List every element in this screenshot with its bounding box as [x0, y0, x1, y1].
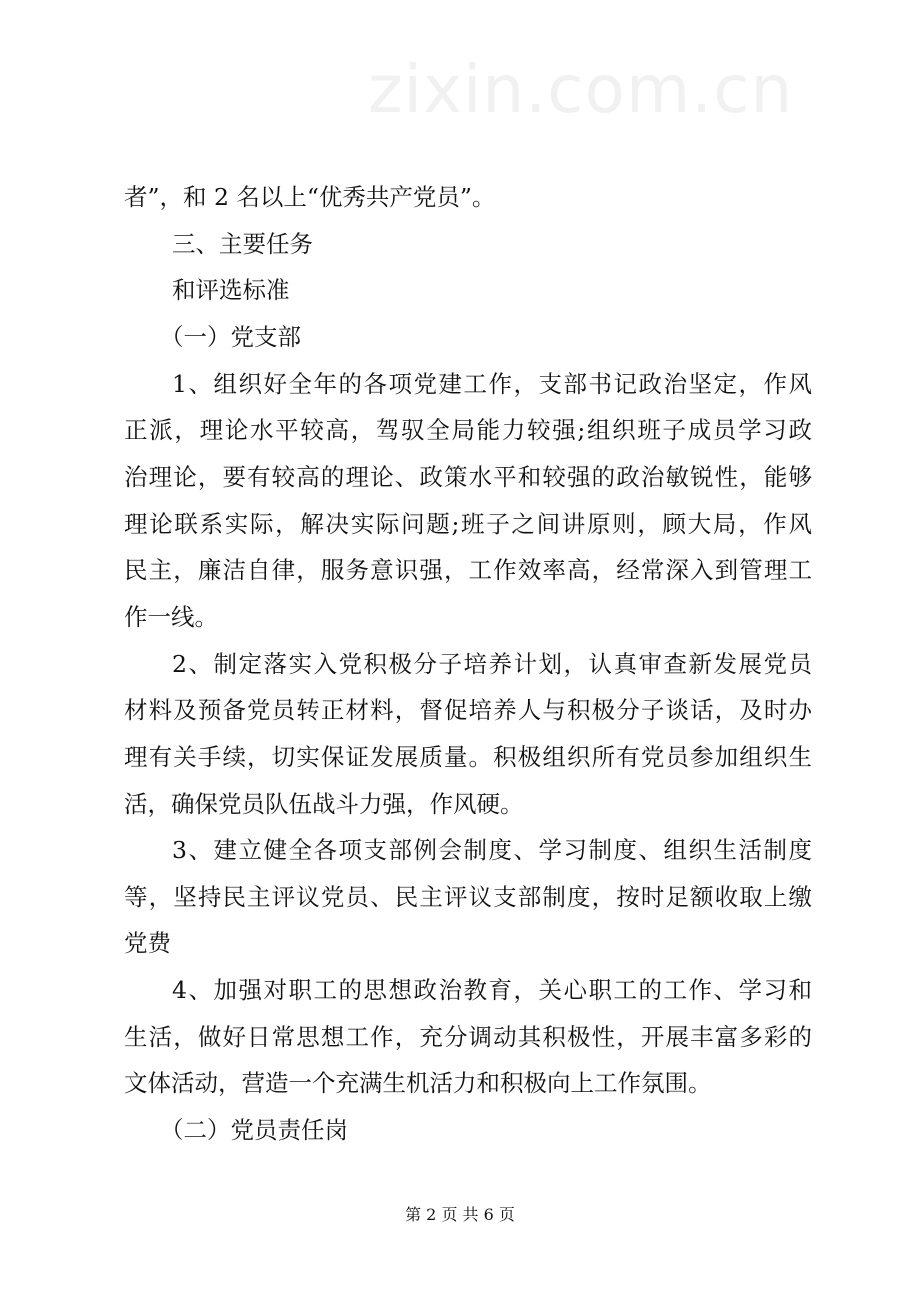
text-line: 1、组织好全年的各项党建工作，支部书记政治坚定，作风 — [172, 370, 812, 398]
text-line: 2、制定落实入党积极分子培养计划，认真审查新发展党员 — [172, 650, 812, 678]
watermark: zixin.com.cn — [368, 51, 794, 128]
section-heading-continued: 和评选标准 — [172, 276, 290, 304]
text-line: 活，确保党员队伍战斗力强，作风硬。 — [124, 790, 524, 818]
text-line: 等，坚持民主评议党员、民主评议支部制度，按时足额收取上缴 — [124, 883, 812, 911]
text-line: 材料及预备党员转正材料，督促培养人与积极分子谈话，及时办 — [124, 696, 812, 724]
subsection-heading: （一）党支部 — [160, 323, 301, 351]
text-line: 理有关手续，切实保证发展质量。积极组织所有党员参加组织生 — [124, 743, 812, 771]
text-line: 作一线。 — [124, 603, 218, 631]
text-line: 3、建立健全各项支部例会制度、学习制度、组织生活制度 — [172, 836, 812, 864]
text-line: 正派，理论水平较高，驾驭全局能力较强;组织班子成员学习政 — [124, 416, 812, 444]
text-line: 4、加强对职工的思想政治教育，关心职工的工作、学习和 — [172, 976, 812, 1004]
text-line: 党费 — [124, 929, 171, 957]
text-line: 治理论，要有较高的理论、政策水平和较强的政治敏锐性，能够 — [124, 463, 812, 491]
text-line: 理论联系实际，解决实际问题;班子之间讲原则，顾大局，作风 — [124, 510, 812, 538]
text-line: 生活，做好日常思想工作，充分调动其积极性，开展丰富多彩的 — [124, 1023, 812, 1051]
text-line: 民主，廉洁自律，服务意识强，工作效率高，经常深入到管理工 — [124, 556, 812, 584]
section-heading: 三、主要任务 — [172, 230, 313, 258]
page-footer: 第 2 页 共 6 页 — [405, 1205, 515, 1224]
text-line: 文体活动，营造一个充满生机活力和积极向上工作氛围。 — [124, 1069, 712, 1097]
text-line: 者”，和 2 名以上“优秀共产党员”。 — [124, 183, 496, 211]
subsection-heading: （二）党员责任岗 — [160, 1116, 348, 1144]
